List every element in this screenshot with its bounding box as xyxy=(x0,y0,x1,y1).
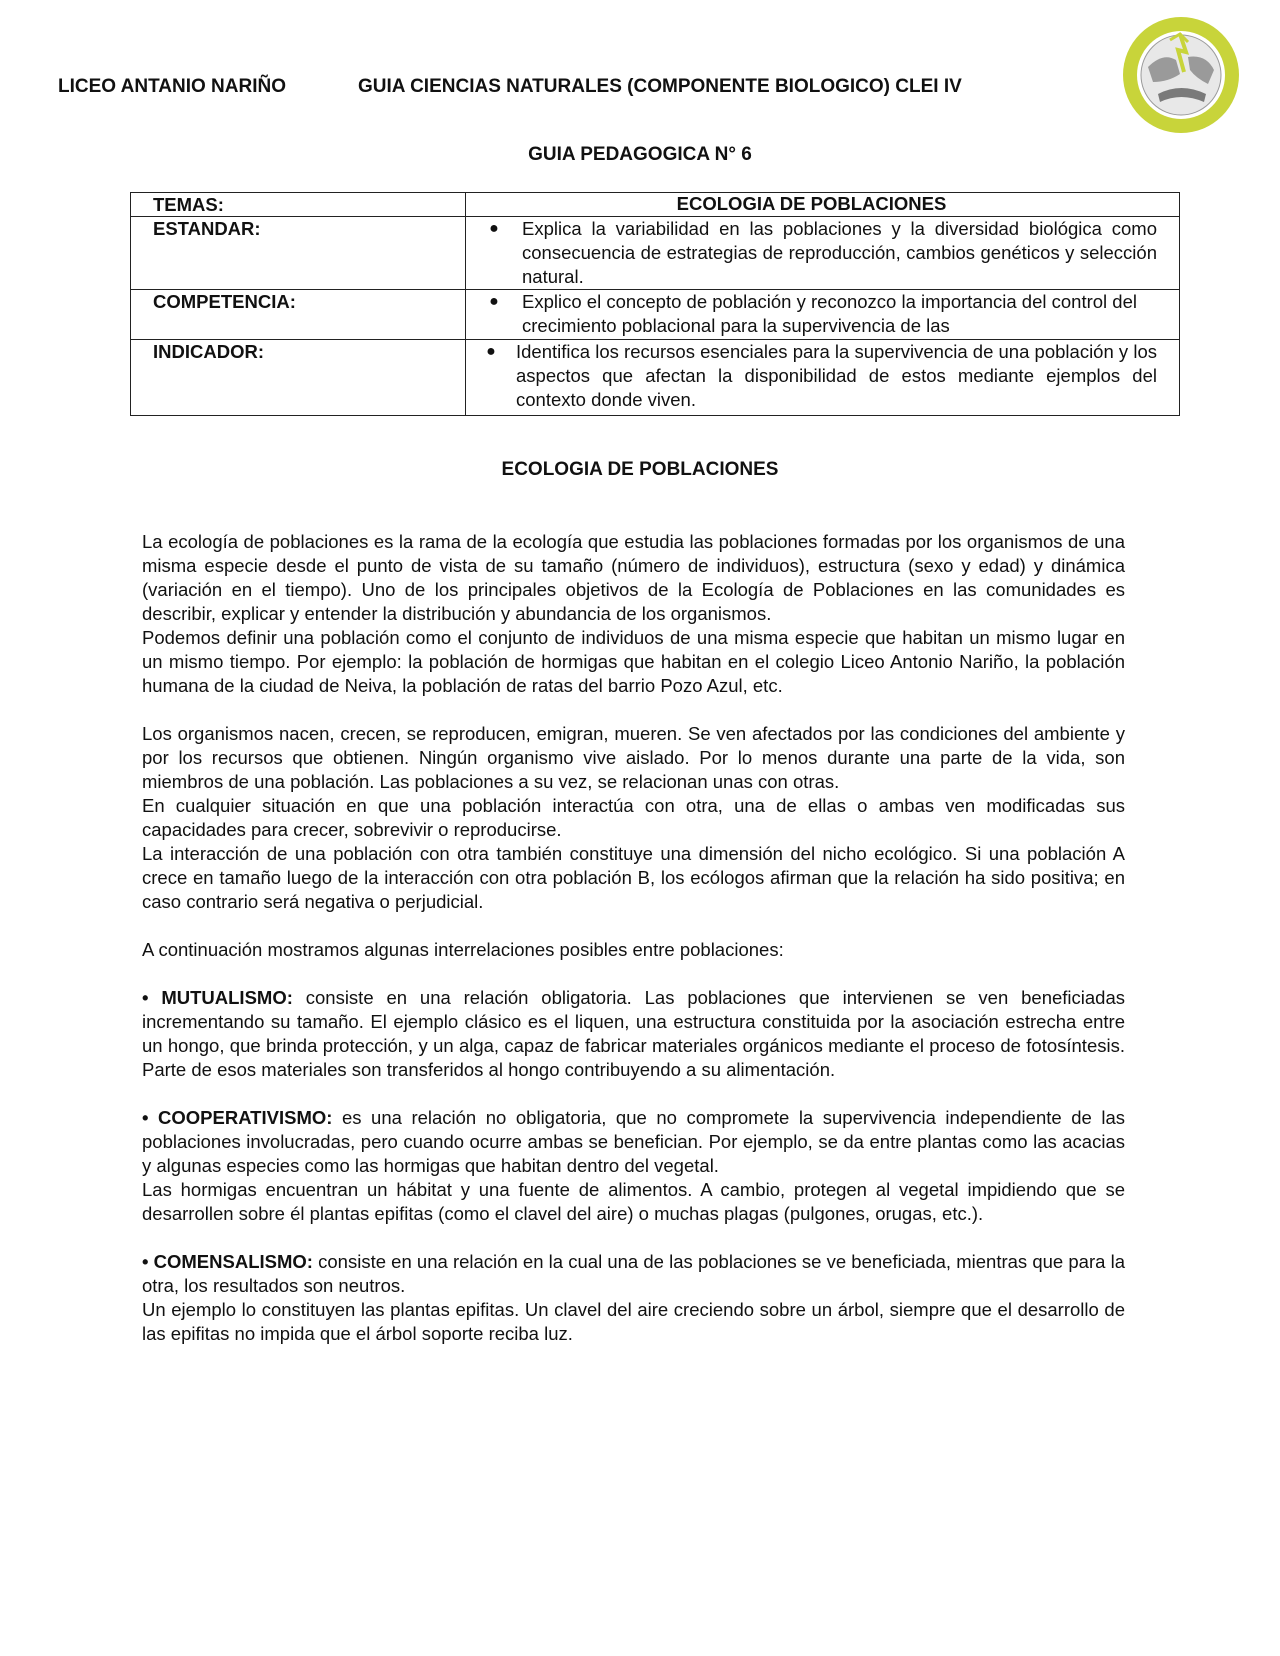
estandar-label: ESTANDAR: xyxy=(131,217,466,290)
mutualismo-text: consiste en una relación obligatoria. Las poblaciones que intervienen se ven beneficiadas incrementando su tamaño. El ejemplo clásico es el liquen, una estructura constituida por la asociación estrecha entre un hongo, que brinda protección, y un alga, capaz de fabricar materiales orgánicos mediante el proceso de fotosíntesis. Parte de esos materiales son transferidos al hongo contribuyendo a su alimentación. xyxy=(142,987,1125,1080)
paragraph: Un ejemplo lo constituyen las plantas epifitas. Un clavel del aire creciendo sobre un árbol, siempre que el desarrollo de las epifitas no impida que el árbol soporte reciba luz. xyxy=(142,1299,1125,1344)
cooperativismo-label: • COOPERATIVISMO: xyxy=(142,1107,333,1128)
table-row xyxy=(131,290,1180,340)
paragraph: A continuación mostramos algunas interrelaciones posibles entre poblaciones: xyxy=(142,939,784,960)
cooperativismo-text: es una relación no obligatoria, que no compromete la supervivencia independiente de las poblaciones involucradas, pero cuando ocurre ambas se benefician. Por ejemplo, se da entre plantas como las acacias y algunas especies como las hormigas que habitan dentro del vegetal. xyxy=(142,1107,1125,1176)
mutualismo-paragraph xyxy=(142,986,1125,1082)
guide-number: GUIA PEDAGOGICA N° 6 xyxy=(528,144,752,165)
guide-title: GUIA CIENCIAS NATURALES (COMPONENTE BIOLOGICO) CLEI IV xyxy=(358,76,962,97)
temas-value: ECOLOGIA DE POBLACIONES xyxy=(466,193,1180,217)
indicador-value: Identifica los recursos esenciales para la supervivencia de una población y los aspectos que afectan la disponibilidad de estos mediante ejemplos del contexto donde viven. xyxy=(516,341,1157,410)
paragraph: Podemos definir una población como el conjunto de individuos de una misma especie que habitan un mismo lugar en un mismo tiempo. Por ejemplo: la población de hormigas que habitan en el colegio Liceo Antonio Nariño, la población humana de la ciudad de Neiva, la población de ratas del barrio Pozo Azul, etc. xyxy=(142,627,1125,696)
table-row xyxy=(131,340,1180,416)
mutualismo-label: • MUTUALISMO: xyxy=(142,987,293,1008)
bullet-icon: ● xyxy=(489,220,499,237)
paragraph: Las hormigas encuentran un hábitat y una fuente de alimentos. A cambio, protegen al vegetal impidiendo que se desarrollen sobre él plantas epifitas (como el clavel del aire) o muchas plagas (pulgones, orugas, etc.). xyxy=(142,1179,1125,1224)
paragraph: Los organismos nacen, crecen, se reproducen, emigran, mueren. Se ven afectados por las condiciones del ambiente y por los recursos que obtienen. Ningún organismo vive aislado. Por lo menos durante una parte de la vida, son miembros de una población. Las poblaciones a su vez, se relacionan unas con otras. xyxy=(142,723,1125,792)
table-row xyxy=(131,193,1180,217)
body-text xyxy=(142,530,1125,1346)
school-name: LICEO ANTANIO NARIÑO xyxy=(58,76,286,97)
indicador-label: INDICADOR: xyxy=(131,340,466,416)
paragraph: La interacción de una población con otra también constituye una dimensión del nicho ecológico. Si una población A crece en tamaño luego de la interacción con otra población B, los ecólogos afirman que la relación ha sido positiva; en caso contrario será negativa o perjudicial. xyxy=(142,843,1125,912)
estandar-value: Explica la variabilidad en las poblaciones y la diversidad biológica como consecuencia de estrategias de reproducción, cambios genéticos y selección natural. xyxy=(522,218,1157,287)
comensalismo-text: consiste en una relación en la cual una de las poblaciones se ve beneficiada, mientras que para la otra, los resultados son neutros. xyxy=(142,1251,1125,1296)
comensalismo-paragraph xyxy=(142,1250,1125,1298)
section-title: ECOLOGIA DE POBLACIONES xyxy=(501,459,779,480)
table-row xyxy=(131,217,1180,290)
paragraph: La ecología de poblaciones es la rama de la ecología que estudia las poblaciones formadas por los organismos de una misma especie desde el punto de vista de su tamaño (número de individuos), estructura (sexo y edad) y dinámica (variación en el tiempo). Uno de los principales objetivos de la Ecología de Poblaciones en las comunidades es describir, explicar y entender la distribución y abundancia de los organismos. xyxy=(142,531,1125,624)
school-logo xyxy=(1118,12,1248,138)
bullet-icon: ● xyxy=(486,343,496,360)
paragraph: En cualquier situación en que una población interactúa con otra, una de ellas o ambas ven modificadas sus capacidades para crecer, sobrevivir o reproducirse. xyxy=(142,795,1125,840)
document-header xyxy=(58,76,962,98)
competencia-value: Explico el concepto de población y reconozco la importancia del control del crecimiento poblacional para la supervivencia de las xyxy=(522,291,1137,336)
competencia-label: COMPETENCIA: xyxy=(131,290,466,340)
cooperativismo-paragraph xyxy=(142,1106,1125,1178)
info-table xyxy=(130,192,1180,416)
temas-label: TEMAS: xyxy=(131,193,466,217)
bullet-icon: ● xyxy=(489,293,499,310)
comensalismo-label: • COMENSALISMO: xyxy=(142,1251,313,1272)
